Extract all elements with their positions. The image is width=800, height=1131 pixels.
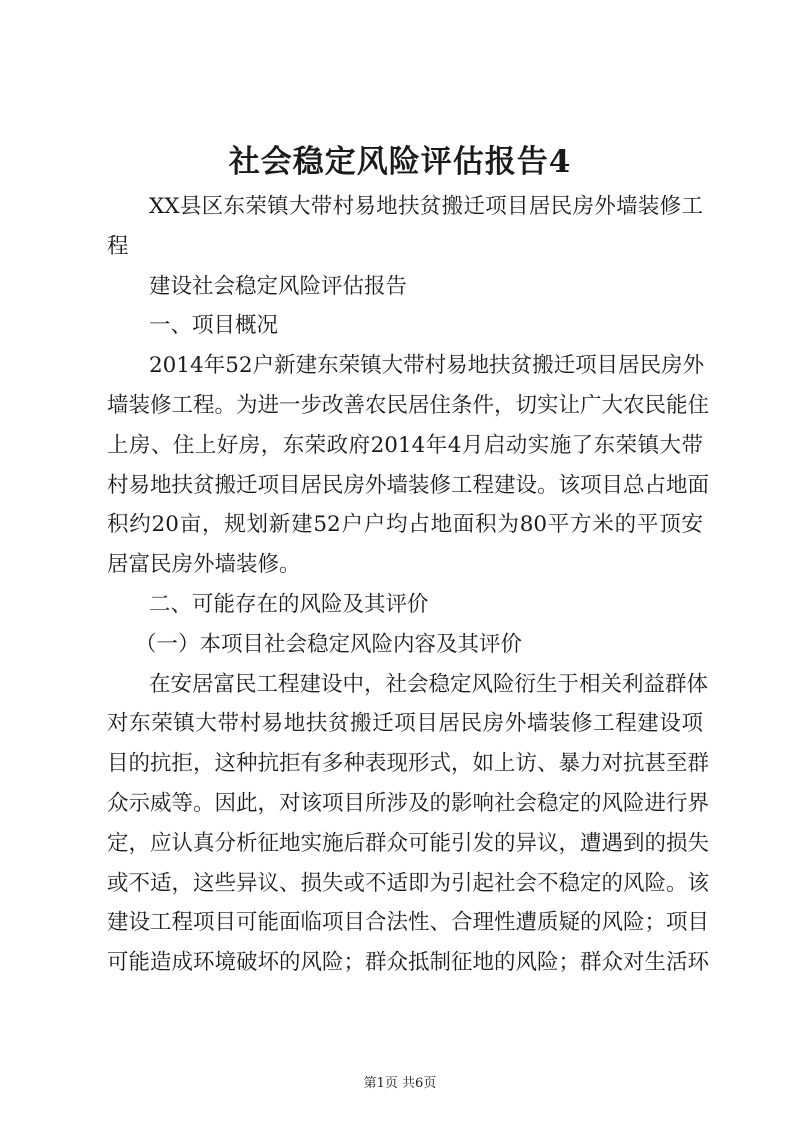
page-footer: 第1页 共6页	[363, 1076, 437, 1091]
text-line: 众示威等。因此，对该项目所涉及的影响社会稳定的风险进行界	[107, 790, 710, 816]
text-line: 村易地扶贫搬迁项目居民房外墙装修工程建设。该项目总占地面	[107, 472, 710, 498]
text-line: 二、可能存在的风险及其评价	[149, 591, 429, 617]
text-line: 建设工程项目可能面临项目合法性、合理性遭质疑的风险；项目	[107, 910, 710, 936]
text-line: 可能造成环境破坏的风险；群众抵制征地的风险；群众对生活环	[107, 950, 710, 976]
text-line: 上房、住上好房，东荣政府2014年4月启动实施了东荣镇大带	[107, 432, 703, 458]
text-line: XX县区东荣镇大带村易地扶贫搬迁项目居民房外墙装修工	[149, 194, 703, 219]
text-line: 积约20亩，规划新建52户户均占地面积为80平方米的平顶安	[107, 512, 703, 538]
text-line: （一）本项目社会稳定风险内容及其评价	[135, 631, 523, 657]
text-line: 2014年52户新建东荣镇大带村易地扶贫搬迁项目居民房外	[149, 353, 705, 379]
text-line: 建设社会稳定风险评估报告	[149, 273, 408, 299]
text-line: 定，应认真分析征地实施后群众可能引发的异议，遭遇到的损失	[107, 830, 710, 856]
text-line: 墙装修工程。为进一步改善农民居住条件，切实让广大农民能住	[107, 392, 710, 418]
text-line: 或不适，这些异议、损失或不适即为引起社会不稳定的风险。该	[107, 870, 710, 896]
text-line: 在安居富民工程建设中，社会稳定风险衍生于相关利益群体	[149, 671, 709, 697]
text-line: 目的抗拒，这种抗拒有多种表现形式，如上访、暴力对抗甚至群	[107, 751, 710, 777]
text-line: 居富民房外墙装修。	[107, 552, 301, 578]
document-title: 社会稳定风险评估报告4	[228, 144, 572, 180]
text-line: 程	[107, 233, 129, 259]
text-line: 对东荣镇大带村易地扶贫搬迁项目居民房外墙装修工程建设项	[107, 711, 703, 737]
document-body	[107, 187, 710, 983]
text-line: 一、项目概况	[149, 313, 279, 339]
